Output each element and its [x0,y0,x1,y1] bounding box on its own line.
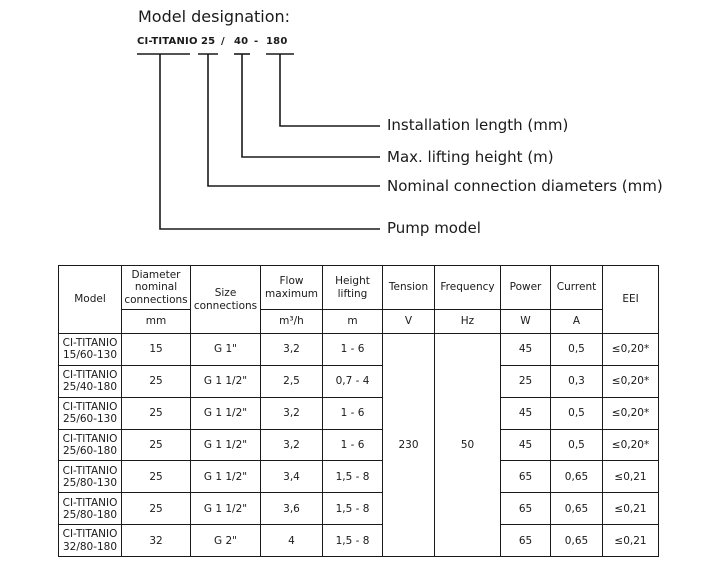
size-cell: G 1 1/2" [191,365,261,397]
leader-lifting-height [242,54,380,157]
current-cell: 0,65 [551,461,603,493]
header-model: Model [59,266,122,334]
unit-frequency: Hz [435,310,501,334]
header-size: Size connections [191,266,261,334]
current-cell: 0,65 [551,525,603,557]
code-length: 180 [266,36,288,47]
unit-diameter: mm [122,310,191,334]
legend-lifting-height: Max. lifting height (m) [387,148,554,166]
diameter-cell: 25 [122,429,191,461]
header-eei: EEI [603,266,659,334]
size-cell: G 1" [191,334,261,366]
flow-cell: 2,5 [261,365,323,397]
model-cell: CI-TITANIO 25/80-130 [59,461,122,493]
header-flow: Flow maximum [261,266,323,310]
diameter-cell: 32 [122,525,191,557]
designation-title: Model designation: [138,7,291,26]
size-cell: G 1 1/2" [191,461,261,493]
frequency-value: 50 [435,334,501,557]
tension-value: 230 [383,334,435,557]
current-cell: 0,3 [551,365,603,397]
power-cell: 45 [501,429,551,461]
eei-cell: ≤0,20* [603,334,659,366]
power-cell: 45 [501,397,551,429]
table-row [59,429,659,461]
code-model: CI-TITANIO [137,36,198,47]
height-cell: 1,5 - 8 [323,461,383,493]
unit-flow: m³/h [261,310,323,334]
code-slash: / [221,36,225,47]
flow-cell: 3,2 [261,429,323,461]
current-cell: 0,65 [551,493,603,525]
power-cell: 25 [501,365,551,397]
eei-cell: ≤0,21 [603,525,659,557]
code-diameter: 25 [201,36,216,47]
legend-connection-diameters: Nominal connection diameters (mm) [387,177,663,195]
size-cell: G 1 1/2" [191,493,261,525]
table-row [59,397,659,429]
eei-cell: ≤0,21 [603,493,659,525]
table-row [59,334,659,366]
table-row [59,493,659,525]
flow-cell: 3,6 [261,493,323,525]
height-cell: 1 - 6 [323,429,383,461]
size-cell: G 1 1/2" [191,397,261,429]
current-cell: 0,5 [551,397,603,429]
eei-cell: ≤0,20* [603,429,659,461]
unit-height: m [323,310,383,334]
flow-cell: 3,2 [261,397,323,429]
header-frequency: Frequency [435,266,501,310]
power-cell: 45 [501,334,551,366]
current-cell: 0,5 [551,334,603,366]
height-cell: 0,7 - 4 [323,365,383,397]
eei-cell: ≤0,20* [603,365,659,397]
model-cell: CI-TITANIO 25/80-180 [59,493,122,525]
model-cell: CI-TITANIO 25/40-180 [59,365,122,397]
flow-cell: 3,4 [261,461,323,493]
diameter-cell: 15 [122,334,191,366]
code-dash: - [254,36,259,47]
diameter-cell: 25 [122,397,191,429]
table-row [59,461,659,493]
unit-current: A [551,310,603,334]
power-cell: 65 [501,525,551,557]
leader-connection-diameters [208,54,380,186]
header-height: Height lifting [323,266,383,310]
height-cell: 1,5 - 8 [323,525,383,557]
header-diameter: Diameter nominal connections [122,266,191,310]
model-cell: CI-TITANIO 32/80-180 [59,525,122,557]
flow-cell: 4 [261,525,323,557]
eei-cell: ≤0,20* [603,397,659,429]
header-power: Power [501,266,551,310]
height-cell: 1,5 - 8 [323,493,383,525]
specification-table [58,265,659,557]
legend-installation-length: Installation length (mm) [387,116,569,134]
height-cell: 1 - 6 [323,334,383,366]
height-cell: 1 - 6 [323,397,383,429]
designation-connector-lines [0,0,713,260]
header-tension: Tension [383,266,435,310]
leader-pump-model [160,54,380,229]
power-cell: 65 [501,493,551,525]
model-cell: CI-TITANIO 15/60-130 [59,334,122,366]
eei-cell: ≤0,21 [603,461,659,493]
unit-tension: V [383,310,435,334]
diameter-cell: 25 [122,493,191,525]
legend-pump-model: Pump model [387,219,481,237]
model-cell: CI-TITANIO 25/60-130 [59,397,122,429]
code-height: 40 [234,36,249,47]
diameter-cell: 25 [122,461,191,493]
leader-installation-length [280,54,380,126]
size-cell: G 1 1/2" [191,429,261,461]
table-row [59,525,659,557]
header-current: Current [551,266,603,310]
flow-cell: 3,2 [261,334,323,366]
current-cell: 0,5 [551,429,603,461]
model-cell: CI-TITANIO 25/60-180 [59,429,122,461]
table-row [59,365,659,397]
unit-power: W [501,310,551,334]
power-cell: 65 [501,461,551,493]
diameter-cell: 25 [122,365,191,397]
size-cell: G 2" [191,525,261,557]
